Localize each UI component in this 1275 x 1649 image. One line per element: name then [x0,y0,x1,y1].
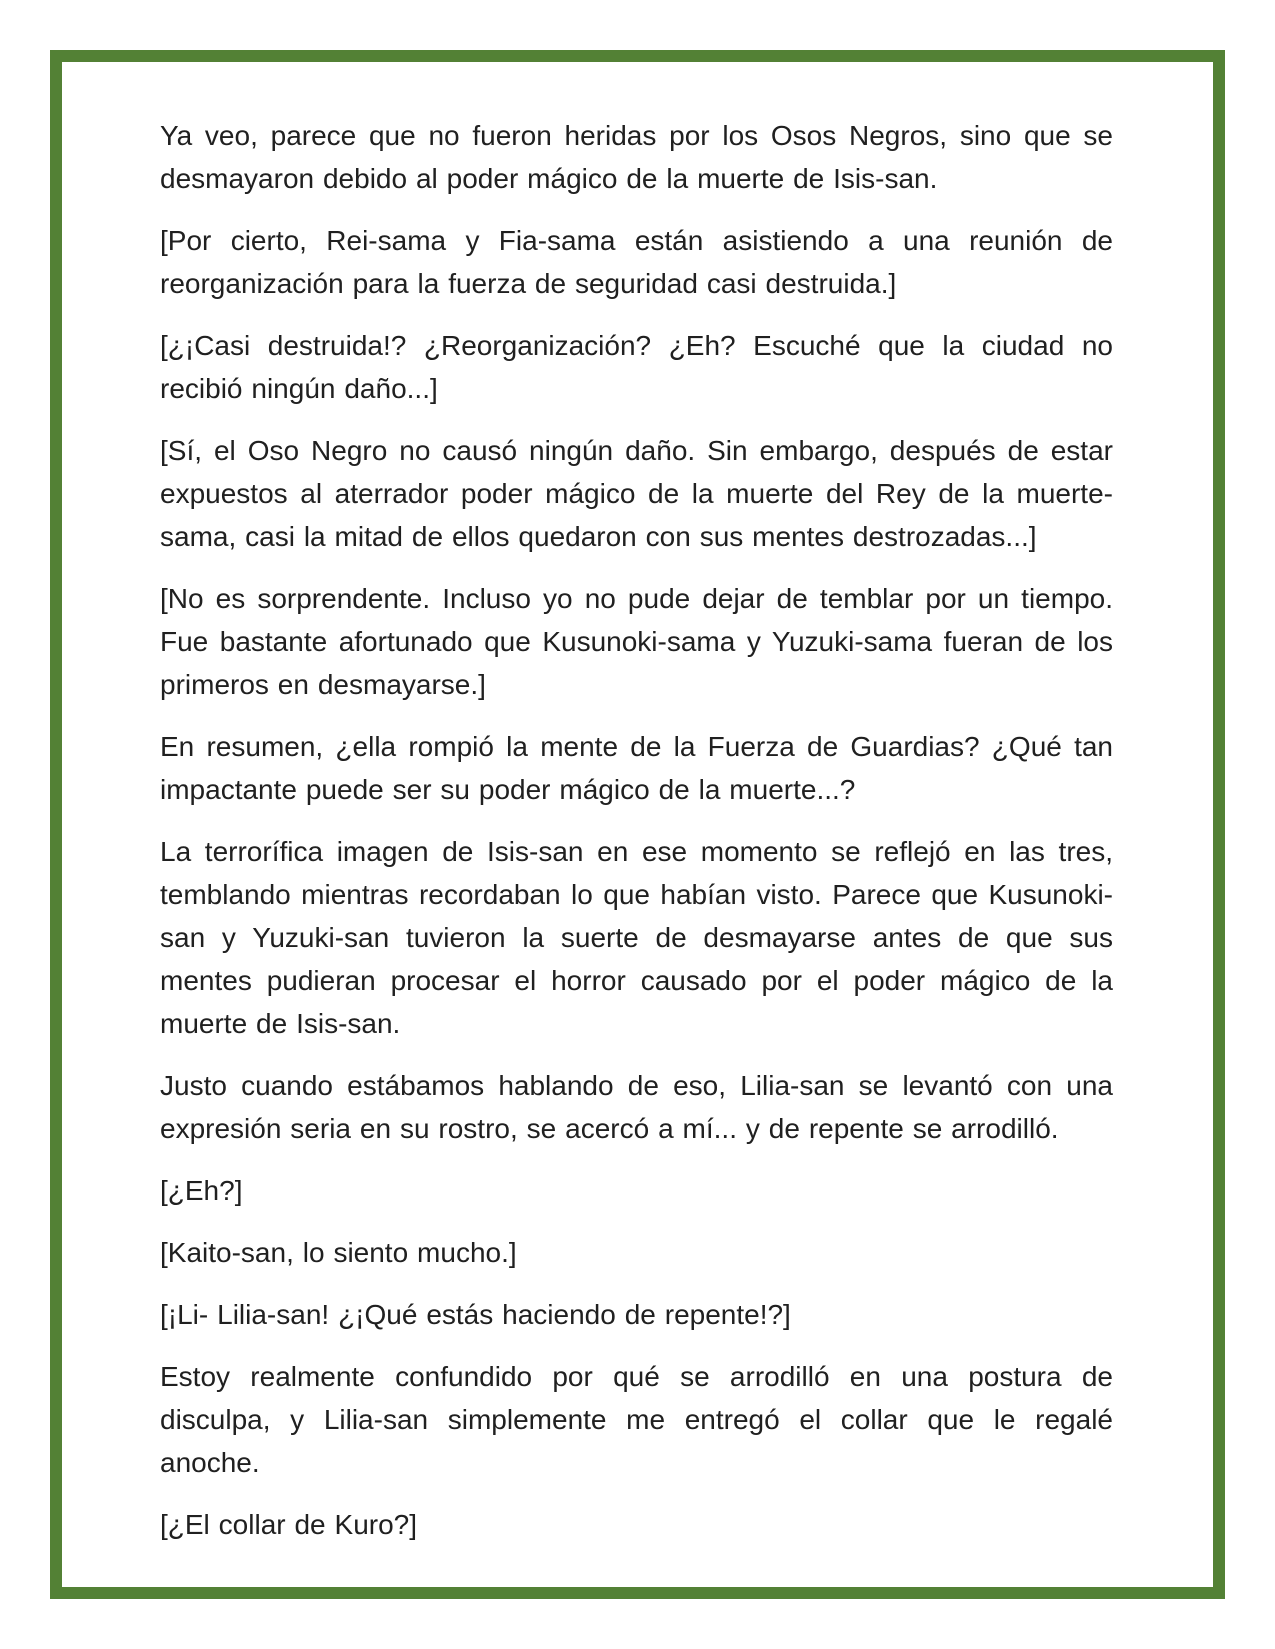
paragraph: [Kaito-san, lo siento mucho.] [160,1237,517,1268]
paragraph: La terrorífica imagen de Isis-san en ese momento se reflejó en las tres, temblando mientras recordaban lo que habían visto. Parece que Kusunoki-san y Yuzuki-san tuvieron la suerte de desmayarse antes de que sus mentes pudieran procesar el horror causado por el poder mágico de la muerte de Isis-san. [160,836,1113,1039]
document-body [62,62,1213,1587]
paragraph: [¿El collar de Kuro?] [160,1509,418,1540]
paragraph: En resumen, ¿ella rompió la mente de la Fuerza de Guardias? ¿Qué tan impactante puede ser su poder mágico de la muerte...? [160,731,1113,805]
paragraph: [¡Li- Lilia-san! ¿¡Qué estás haciendo de repente!?] [160,1299,791,1330]
paragraph: Estoy realmente confundido por qué se arrodilló en una postura de disculpa, y Lilia-san simplemente me entregó el collar que le regalé anoche. [160,1361,1113,1478]
page-border-frame [50,50,1225,1599]
paragraph: [Sí, el Oso Negro no causó ningún daño. Sin embargo, después de estar expuestos al aterrador poder mágico de la muerte del Rey de la muerte-sama, casi la mitad de ellos quedaron con sus mentes destrozadas...] [160,435,1113,552]
paragraph: [No es sorprendente. Incluso yo no pude dejar de temblar por un tiempo. Fue bastante afortunado que Kusunoki-sama y Yuzuki-sama fueran de los primeros en desmayarse.] [160,583,1113,700]
paragraph: [Por cierto, Rei-sama y Fia-sama están asistiendo a una reunión de reorganización para la fuerza de seguridad casi destruida.] [160,225,1113,299]
paragraph: [¿Eh?] [160,1175,243,1206]
paragraph: Ya veo, parece que no fueron heridas por los Osos Negros, sino que se desmayaron debido al poder mágico de la muerte de Isis-san. [160,120,1113,194]
paragraph: Justo cuando estábamos hablando de eso, Lilia-san se levantó con una expresión seria en su rostro, se acercó a mí... y de repente se arrodilló. [160,1070,1113,1144]
paragraph: [¿¡Casi destruida!? ¿Reorganización? ¿Eh? Escuché que la ciudad no recibió ningún daño...] [160,330,1113,404]
